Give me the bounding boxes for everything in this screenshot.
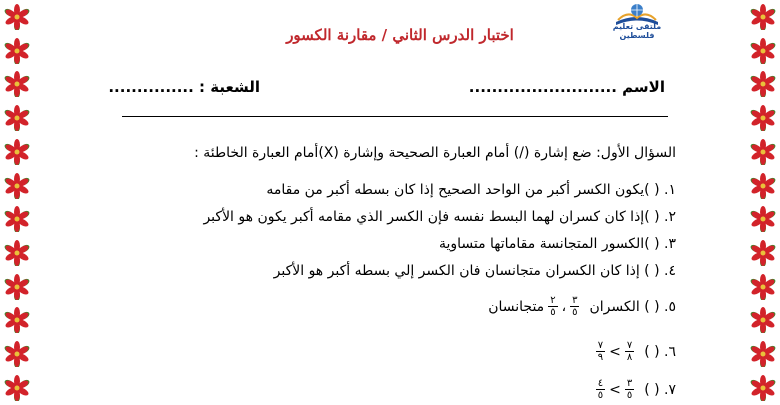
question-item: ٢. ( )إذا كان كسران لهما البسط نفسه فإن الكسر الذي مقامه أكبر يكون هو الأكبر — [203, 209, 676, 225]
question-item: ٣. ( )الكسور المتجانسة مقاماتها متساوية — [438, 236, 676, 252]
poinsettia-icon — [750, 341, 776, 367]
poinsettia-icon — [750, 139, 776, 165]
fraction — [548, 295, 557, 318]
question-item: ١. ( )يكون الكسر أكبر من الواحد الصحيح إذا كان بسطه أكبر من مقامه — [266, 182, 676, 198]
item6-prefix: ٦. ( ) — [644, 343, 676, 360]
question-item: ٤. ( ) إذا كان الكسران متجانسان فان الكسر إلي بسطه أكبر هو الأكبر — [273, 263, 676, 279]
question-item-7 — [592, 378, 676, 401]
fraction — [596, 378, 605, 401]
question-heading: السؤال الأول: ضع إشارة (/) أمام العبارة الصحيحة وإشارة (X)أمام العبارة الخاطئة : — [194, 145, 676, 161]
poinsettia-icon — [4, 173, 30, 199]
name-field-label: الاسم .......................... — [468, 78, 665, 96]
comparison-operator: > — [609, 381, 621, 398]
divider — [122, 116, 668, 117]
section-field-label: الشعبة : ............... — [108, 78, 260, 96]
site-logo — [598, 2, 676, 40]
fraction-numerator: ٤ — [597, 378, 604, 389]
fraction-denominator: ٥ — [550, 307, 556, 318]
poinsettia-icon — [750, 206, 776, 232]
item7-prefix: ٧. ( ) — [644, 381, 676, 398]
poinsettia-icon — [750, 274, 776, 300]
item5-suffix: متجانسان — [488, 298, 545, 315]
poinsettia-icon — [4, 274, 30, 300]
poinsettia-icon — [4, 105, 30, 131]
fraction — [625, 340, 634, 363]
logo-text: ملتقى تعليم فلسطين — [612, 22, 662, 40]
fraction-denominator: ٥ — [597, 390, 604, 401]
poinsettia-icon — [750, 173, 776, 199]
fraction-numerator: ٧ — [597, 340, 604, 351]
poinsettia-icon — [750, 105, 776, 131]
fraction-denominator: ٥ — [626, 390, 633, 401]
page-title: اختبار الدرس الثاني / مقارنة الكسور — [286, 26, 514, 44]
fraction-denominator: ٨ — [626, 352, 633, 363]
fraction-denominator: ٩ — [597, 352, 604, 363]
fraction — [625, 378, 634, 401]
poinsettia-icon — [4, 341, 30, 367]
fraction-numerator: ٣ — [572, 295, 578, 306]
left-flower-border — [0, 0, 34, 405]
poinsettia-icon — [4, 240, 30, 266]
poinsettia-icon — [4, 38, 30, 64]
question-item-6 — [592, 340, 676, 363]
fraction-denominator: ٥ — [572, 307, 578, 318]
poinsettia-icon — [750, 375, 776, 401]
poinsettia-icon — [4, 4, 30, 30]
poinsettia-icon — [4, 307, 30, 333]
fraction-numerator: ٢ — [550, 295, 556, 306]
poinsettia-icon — [4, 139, 30, 165]
poinsettia-icon — [750, 4, 776, 30]
poinsettia-icon — [750, 240, 776, 266]
comma: ، — [561, 298, 567, 315]
poinsettia-icon — [750, 38, 776, 64]
poinsettia-icon — [4, 206, 30, 232]
fraction-numerator: ٧ — [626, 340, 633, 351]
comparison-operator: > — [609, 343, 621, 360]
fraction — [596, 340, 605, 363]
fraction — [570, 295, 579, 318]
item5-prefix: ٥. ( ) الكسران — [589, 298, 676, 315]
poinsettia-icon — [4, 71, 30, 97]
right-flower-border — [746, 0, 780, 405]
question-item-5 — [488, 295, 676, 318]
poinsettia-icon — [750, 71, 776, 97]
poinsettia-icon — [4, 375, 30, 401]
poinsettia-icon — [750, 307, 776, 333]
fraction-numerator: ٣ — [626, 378, 633, 389]
